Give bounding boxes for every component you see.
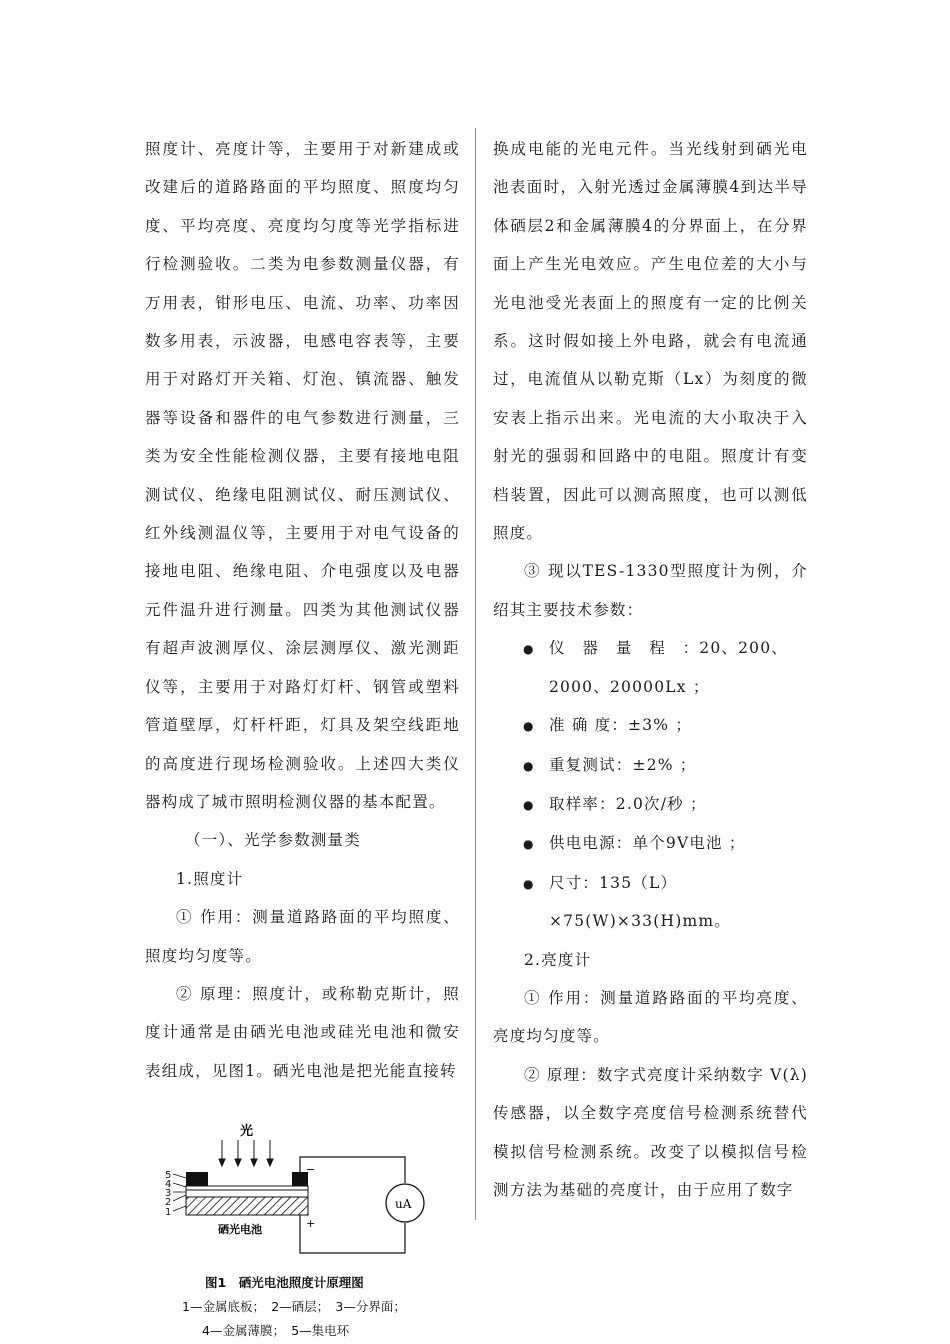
bullet-icon: ● xyxy=(523,837,535,852)
plus-terminal: + xyxy=(306,1217,316,1230)
subheading-illuminometer: 1.照度计 xyxy=(176,869,244,888)
layer-label: 1 xyxy=(165,1207,172,1218)
illuminometer-purpose: ① 作用：测量道路路面的平均照度、照度均匀度等。 xyxy=(145,908,460,965)
left-column xyxy=(145,130,460,1090)
layer-leader-lines xyxy=(173,1174,186,1211)
minus-terminal: − xyxy=(306,1163,316,1176)
figure-caption: 图1 硒光电池照度计原理图 xyxy=(205,1275,364,1290)
bullet-icon: ● xyxy=(523,797,535,812)
spec-text: 仪 器 量 程 ：20、200、2000、20000Lx ； xyxy=(549,639,789,696)
column-divider xyxy=(475,128,476,1220)
spec-text: 尺寸：135（L）×75(W)×33(H)mm。 xyxy=(549,873,731,931)
spec-item xyxy=(493,629,808,706)
spec-text: 取样率：2.0次/秒 ； xyxy=(549,794,707,813)
bullet-icon: ● xyxy=(523,642,535,657)
spec-list xyxy=(493,629,808,940)
illuminometer-principle: ② 原理：照度计，或称勒克斯计，照度计通常是由硒光电池或硅光电池和微安表组成，见图1。硒光电池是把光能直接转 xyxy=(145,984,460,1080)
spec-text: 供电电源：单个9V电池 ； xyxy=(549,834,746,853)
cell-label: 硒光电池 xyxy=(218,1223,262,1236)
microammeter-label: uA xyxy=(395,1197,412,1211)
light-arrows xyxy=(219,1140,273,1166)
bullet-icon: ● xyxy=(523,876,535,891)
selenium-layer xyxy=(186,1190,308,1197)
spec-item xyxy=(493,824,808,863)
figure-1 xyxy=(160,1115,430,1344)
metal-film-layer xyxy=(186,1186,308,1190)
layer-label: 3 xyxy=(165,1188,172,1199)
layer-number-labels xyxy=(165,1170,171,1218)
collector-ring-left xyxy=(186,1172,208,1186)
luminance-principle: ② 原理：数字式亮度计采纳数字 V(λ) 传感器，以全数字亮度信号检测系统替代模拟信号检测系统。改变了以模拟信号检测方法为基础的亮度计，由于应用了数字 xyxy=(493,1065,808,1199)
light-label: 光 xyxy=(240,1124,254,1139)
subheading-luminance-meter: 2.亮度计 xyxy=(524,950,592,969)
layer-label: 2 xyxy=(165,1197,172,1208)
left-paragraph-1: 照度计、亮度计等，主要用于对新建成或改建后的道路路面的平均照度、照度均匀度、平均亮度、亮度均匀度等光学指标进行检测验收。二类为电参数测量仪器，有万用表，钳形电压、电流、功率、功率因数多用表，示波器，电感电容表等，主要用于对路灯开关箱、灯泡、镇流器、触发器等设备和器件的电气参数进行测量，三类为安全性能检测仪器，主要有接地电阻测试仪、绝缘电阻测试仪、耐压测试仪、红外线测温仪等，主要用于对电气设备的接地电阻、绝缘电阻、介电强度以及电器元件温升进行测量。四类为其他测试仪器有超声波测厚仪、涂层测厚仪、激光测距仪等，主要用于对路灯灯杆、钢管或塑料管道壁厚，灯杆杆距，灯具及架空线距地的高度进行现场检测验收。上述四大类仪器构成了城市照明检测仪器的基本配置。 xyxy=(145,140,460,811)
luminance-purpose: ① 作用：测量道路路面的平均亮度、亮度均匀度等。 xyxy=(493,988,808,1046)
bullet-icon: ● xyxy=(523,758,535,773)
figure-legend-line-1: 1—金属底板； 2—硒层； 3—分界面； xyxy=(182,1299,406,1314)
spec-item xyxy=(493,746,808,785)
right-column xyxy=(493,130,808,1209)
metal-base-plate xyxy=(186,1197,308,1215)
spec-item xyxy=(493,706,808,745)
spec-item xyxy=(493,785,808,824)
selenium-cell-diagram xyxy=(160,1115,430,1275)
spec-text: 准 确 度：±3% ； xyxy=(549,716,693,735)
bullet-icon: ● xyxy=(523,719,535,734)
tes-1330-intro: ③ 现以TES-1330型照度计为例，介绍其主要技术参数： xyxy=(493,562,808,619)
spec-text: 重复测试：±2% ； xyxy=(549,755,697,774)
figure-legend-line-2: 4—金属薄膜； 5—集电环 xyxy=(202,1323,350,1338)
right-paragraph-1: 换成电能的光电元件。当光线射到硒光电池表面时，入射光透过金属薄膜4到达半导体硒层2和金属薄膜4的分界面上，在分界面上产生光电效应。产生电位差的大小与光电池受光表面上的照度有一定的比例关系。这时假如接上外电路，就会有电流通过，电流值从以勒克斯（Lx）为刻度的微安表上指示出来。光电流的大小取决于入射光的强弱和回路中的电阻。照度计有变档装置，因此可以测高照度，也可以测低照度。 xyxy=(493,140,808,543)
spec-item xyxy=(493,864,808,941)
layer-label: 5 xyxy=(165,1170,172,1181)
layer-label: 4 xyxy=(165,1179,172,1190)
section-heading: （一）、光学参数测量类 xyxy=(185,831,361,850)
